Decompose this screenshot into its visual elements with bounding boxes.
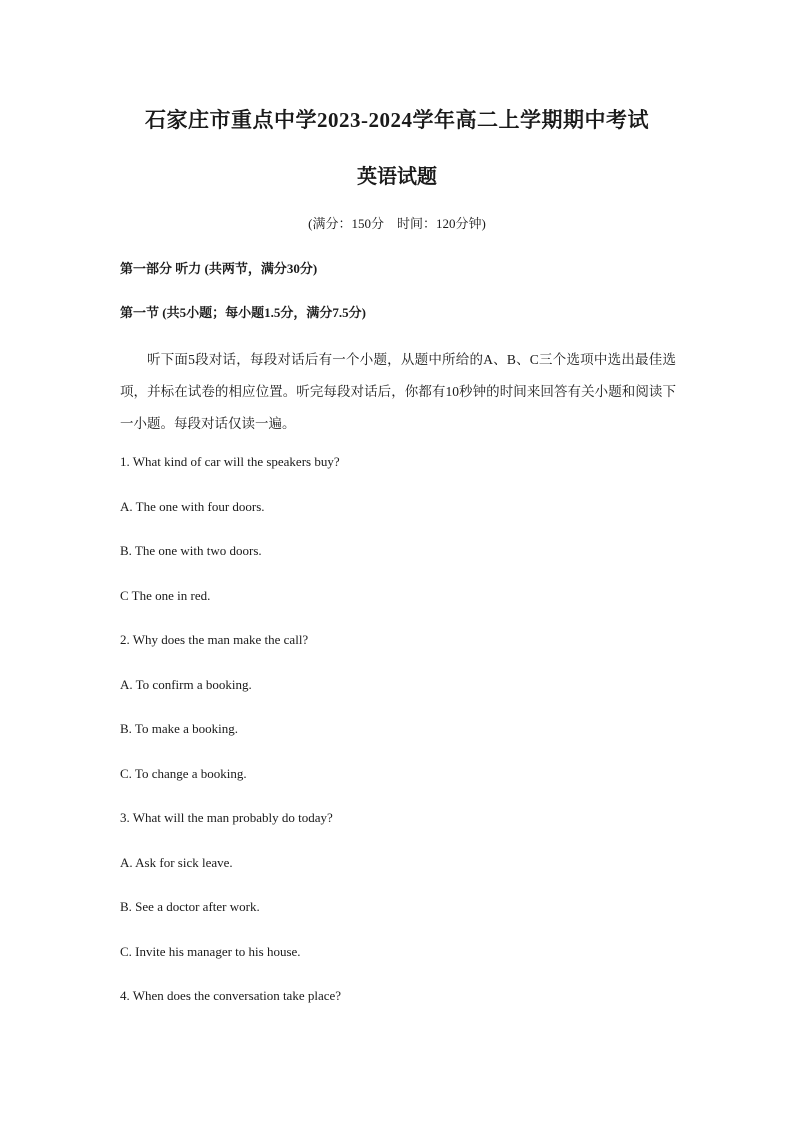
question-option: B. The one with two doors.: [120, 543, 262, 558]
section-heading: 第一节 (共5小题；每小题1.5分，满分7.5分): [120, 305, 366, 320]
exam-title: 石家庄市重点中学2023-2024学年高二上学期期中考试: [145, 108, 649, 132]
exam-meta: (满分：150分 时间：120分钟): [308, 216, 486, 231]
question-stem: 2. Why does the man make the call?: [120, 632, 309, 647]
question-option: A. To confirm a booking.: [120, 677, 252, 692]
question-option: B. See a doctor after work.: [120, 899, 260, 914]
question-stem: 4. When does the conversation take place?: [120, 988, 342, 1003]
question-option: C. Invite his manager to his house.: [120, 944, 301, 959]
instructions-paragraph: 听下面5段对话，每段对话后有一个小题，从题中所给的A、B、C三个选项中选出最佳选项，并标在试卷的相应位置。听完每段对话后，你都有10秒钟的时间来回答有关小题和阅读下一小题。每段对话仅读一遍。: [120, 352, 676, 431]
question-option: A. The one with four doors.: [120, 499, 265, 514]
question-stem: 3. What will the man probably do today?: [120, 810, 333, 825]
question-option: B. To make a booking.: [120, 721, 239, 736]
question-option: A. Ask for sick leave.: [120, 855, 233, 870]
question-option: C The one in red.: [120, 588, 211, 603]
part-heading: 第一部分 听力 (共两节，满分30分): [120, 261, 318, 276]
question-option: C. To change a booking.: [120, 766, 247, 781]
question-stem: 1. What kind of car will the speakers buy?: [120, 454, 340, 469]
exam-subtitle: 英语试题: [357, 166, 437, 188]
